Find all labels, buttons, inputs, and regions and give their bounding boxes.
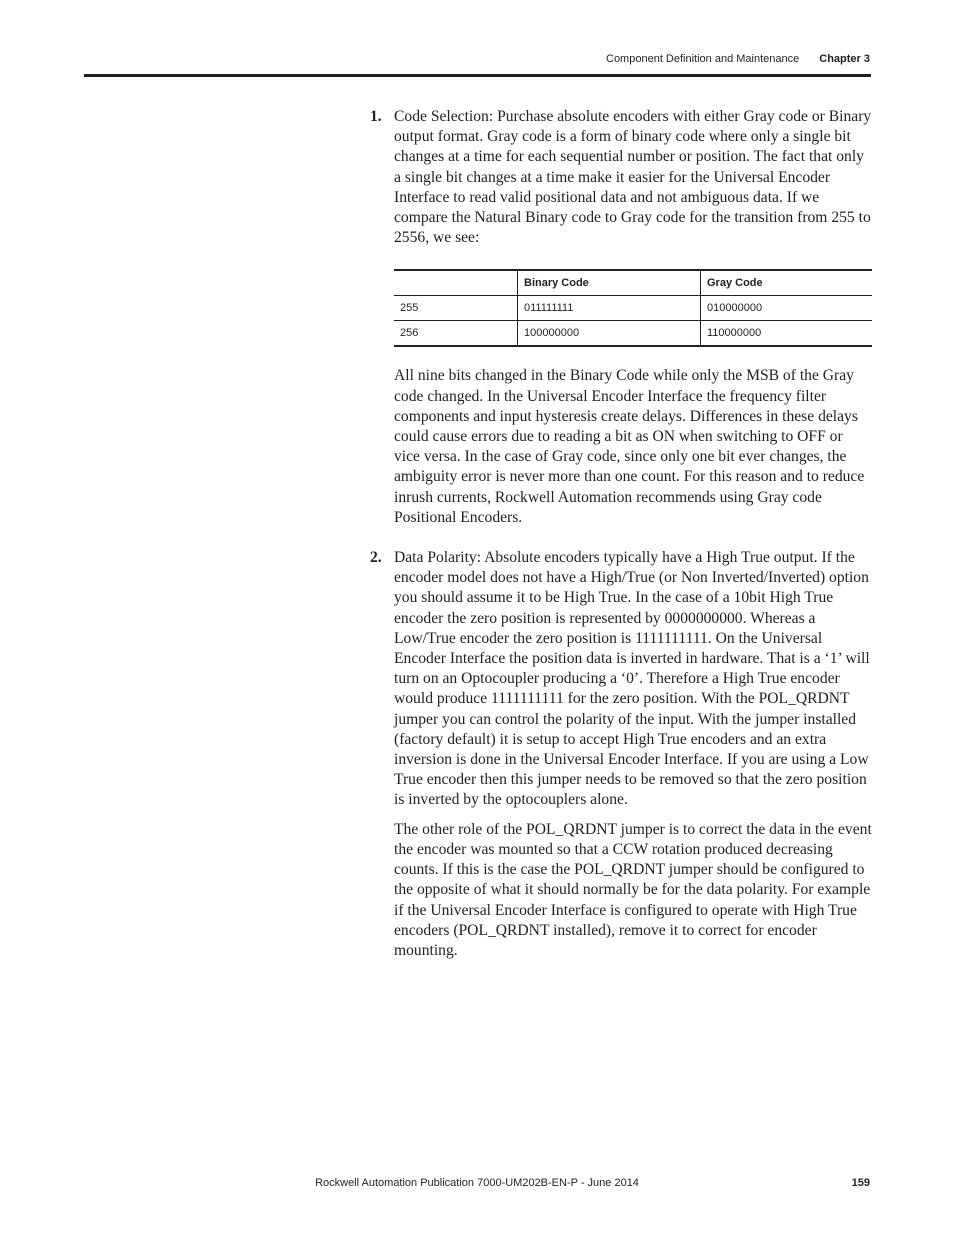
paragraph: All nine bits changed in the Binary Code while only the MSB of the Gray code changed. In the Universal Encoder Interface the frequency filter components and input hysteresis create delays. Differences in these delays could cause errors due to reading a bit as ON when switching to OFF or vice versa. In the case of Gray code, since only one bit ever changes, the ambiguity error is never more than one count. For this reason and to reduce inrush currents, Rockwell Automation recommends using Gray code Positional Encoders. bbox=[394, 367, 865, 526]
list-number: 2. bbox=[370, 549, 382, 567]
paragraph: Data Polarity: Absolute encoders typically have a High True output. If the encoder model does not have a High/True (or Non Inverted/Inverted) option you should assume it to be High True. In the case of a 10bit High True encoder the zero position is represented by 0000000000. Whereas a Low/True encoder the zero position is 1111111111. On the Universal Encoder Interface the position data is inverted in hardware. That is a ‘1’ will turn on an Optocoupler producing a ‘0’. Therefore a High True encoder would produce 1111111111 for the zero position. With the POL_QRDNT jumper you can control the polarity of the input. With the jumper installed (factory default) it is setup to accept High True encoders and an extra inversion is done in the Universal Encoder Interface. If you are using a Low True encoder then this jumper needs to be removed so that the zero position is inverted by the optocouplers alone. bbox=[394, 549, 870, 809]
page-number: 159 bbox=[851, 1177, 870, 1189]
code-comparison-table bbox=[394, 269, 872, 347]
paragraph: Code Selection: Purchase absolute encoders with either Gray code or Binary output format. Gray code is a form of binary code where only a single bit changes at a time for each sequential number or position. The fact that only a single bit changes at a time make it easier for the Universal Encoder Interface to read valid positional data and not ambiguous data. If we compare the Natural Binary code to Gray code for the transition from 255 to 2556, we see: bbox=[394, 108, 872, 247]
table-cell: 256 bbox=[400, 327, 419, 340]
table-cell: 100000000 bbox=[518, 321, 701, 347]
list-item-data-polarity bbox=[370, 548, 872, 970]
list-item-code-selection bbox=[370, 107, 872, 537]
chapter-label: Chapter 3 bbox=[819, 53, 870, 65]
table-header-row bbox=[394, 270, 872, 296]
table-row bbox=[394, 296, 872, 321]
table-cell: 255 bbox=[400, 302, 419, 315]
table-header-gray: Gray Code bbox=[701, 270, 873, 296]
table-header-binary: Binary Code bbox=[518, 270, 701, 296]
list-number: 1. bbox=[370, 108, 382, 125]
table-cell: 110000000 bbox=[701, 321, 873, 347]
header-rule bbox=[84, 74, 871, 77]
table-row bbox=[394, 321, 872, 347]
table-cell: 011111111 bbox=[518, 296, 701, 321]
table-header-cell bbox=[394, 270, 518, 296]
page-body bbox=[370, 107, 872, 970]
running-header bbox=[606, 53, 870, 65]
table-cell: 010000000 bbox=[701, 296, 873, 321]
publication-info: Rockwell Automation Publication 7000-UM202B-EN-P - June 2014 bbox=[315, 1177, 639, 1189]
section-title: Component Definition and Maintenance bbox=[606, 53, 800, 65]
paragraph: The other role of the POL_QRDNT jumper is to correct the data in the event the encoder was mounted so that a CCW rotation produced decreasing counts. If this is the case the POL_QRDNT jumper should be configured to the opposite of what it should normally be for the data polarity. For example if the Universal Encoder Interface is configured to operate with High True encoders (POL_QRDNT installed), remove it to correct for encoder mounting. bbox=[394, 820, 872, 959]
